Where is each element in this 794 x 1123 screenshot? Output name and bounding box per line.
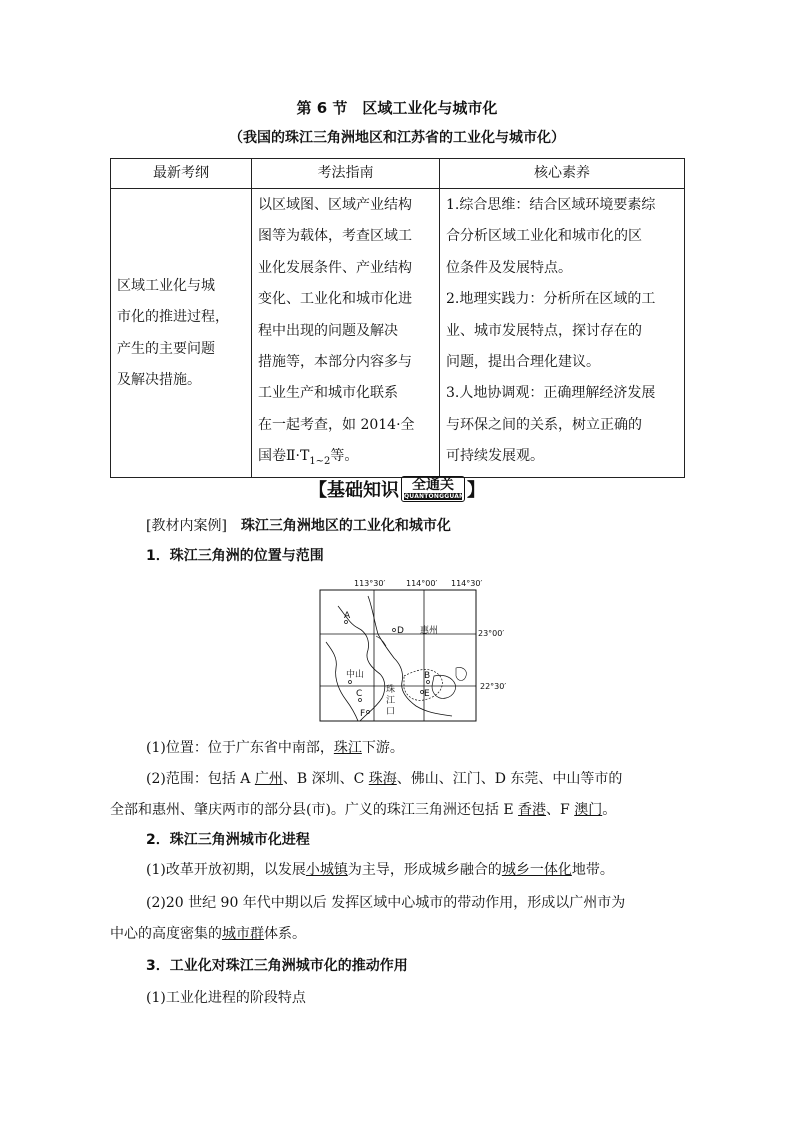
table-header-cell: 最新考纲 [111, 159, 252, 189]
para-text: 为主导，形成城乡融合的 [347, 862, 502, 878]
banner-bracket-left: 【 [309, 480, 327, 501]
para-answer: 珠江 [333, 740, 362, 756]
para-text: (1)改革开放初期，以发展 [146, 862, 306, 878]
table-row [111, 189, 685, 478]
heading-1: 1．珠江三角洲的位置与范围 [146, 548, 324, 564]
heading-3: 3．工业化对珠江三角洲城市化的推动作用 [146, 958, 408, 974]
para-answer: 城乡一体化 [501, 862, 572, 878]
paragraph-stage: (1)工业化进程的阶段特点 [146, 990, 306, 1006]
table-cell-method [252, 189, 440, 478]
lon-label: 113°30′ [354, 579, 386, 588]
para-text: (1)位置：位于广东省中南部， [146, 740, 334, 756]
cell-text-end: 等。 [330, 448, 359, 465]
table-header-cell: 核心素养 [440, 159, 685, 189]
para-answer: 香港 [518, 802, 547, 818]
cell-subscript: 1~2 [309, 456, 331, 468]
lon-label: 114°00′ [406, 579, 438, 588]
paragraph-90s: (2)20 世纪 90 年代中期以后 发挥区域中心城市的带动作用，形成以广州市为 [146, 895, 626, 911]
lat-label: 23°00′ [478, 629, 505, 638]
section-title: 第 6 节 区域工业化与城市化 [296, 99, 498, 117]
paragraph-scope-cont [110, 800, 616, 820]
para-text: 。 [602, 802, 617, 818]
paragraph-early-reform [146, 860, 614, 880]
para-answer: 珠海 [368, 771, 397, 787]
case-title: 珠江三角洲地区的工业化和城市化 [240, 518, 451, 534]
paragraph-90s-cont [110, 924, 306, 944]
table-header-cell: 考法指南 [252, 159, 440, 189]
place-label: 中山 [346, 670, 365, 680]
para-text: (2)范围：包括 A [146, 771, 255, 787]
para-text: 中心的高度密集的 [110, 926, 222, 942]
case-label: [教材内案例] [146, 518, 227, 534]
banner-text: 基础知识 [327, 480, 399, 501]
place-label: B [424, 671, 431, 681]
para-text: 、F [546, 802, 575, 818]
cell-text: 1.综合思维：结合区域环境要素综 合分析区域工业化和城市化的区 位条件及发展特点。 2.地理实践力：分析所在区域的工 业、城市发展特点，探讨存在的 问题，提出合理化建议。 3.人地协调观：正确理解经济发展 与环保之间的关系，树立正确的 可持续发展观。 [446, 197, 656, 465]
place-label: E [424, 689, 430, 699]
place-label: 惠州 [420, 626, 439, 636]
badge-sub: QUANTONGGUAN [404, 493, 465, 500]
banner-bracket-right: 】 [467, 480, 485, 501]
para-text: 、佛山、江门、D 东莞、中山等市的 [396, 771, 623, 787]
cell-text: 区域工业化与城 市化的推进过程， 产生的主要问题 及解决措施。 [117, 277, 229, 389]
para-text: 地带。 [571, 862, 614, 878]
para-text: 全部和惠州、肇庆两市的部分县(市)。广义的珠江三角洲还包括 E [110, 802, 519, 818]
para-answer: 澳门 [574, 802, 603, 818]
pearl-river-delta-map [316, 576, 516, 726]
section-subtitle: （我国的珠江三角洲地区和江苏省的工业化与城市化） [229, 130, 565, 146]
cell-text: 以区域图、区域产业结构 图等为载体，考查区域工 业化发展条件、产业结构 变化、工业化和城市化进 程中出现的问题及解决 措施等，本部分内容多与 工业生产和城市化联系 在一起考查，如 2014·全 国卷Ⅱ·T [258, 197, 415, 465]
para-text: 体系。 [264, 926, 306, 942]
para-answer: 小城镇 [305, 862, 348, 878]
place-label: A [344, 611, 351, 621]
place-label: F [360, 709, 366, 719]
paragraph-location [146, 738, 404, 758]
place-label: C [356, 689, 363, 699]
table-cell-syllabus [111, 189, 252, 478]
table-header-row [111, 159, 685, 189]
case-heading [146, 516, 451, 536]
lat-label: 22°30′ [480, 682, 507, 691]
place-label: 珠 [386, 685, 396, 695]
para-answer: 广州 [254, 771, 283, 787]
place-label: D [397, 626, 404, 636]
para-answer: 城市群 [222, 926, 264, 942]
banner-badge [401, 476, 465, 502]
syllabus-table [110, 158, 685, 478]
heading-2: 2．珠江三角洲城市化进程 [146, 832, 310, 848]
lon-label: 114°30′ [451, 579, 483, 588]
place-label: 江 [386, 696, 396, 706]
para-text: 下游。 [361, 740, 404, 756]
place-label: 口 [386, 707, 396, 717]
table-cell-literacy [440, 189, 685, 478]
paragraph-scope [146, 769, 622, 789]
knowledge-banner [0, 476, 794, 504]
para-text: 、B 深圳、C [282, 771, 369, 787]
badge-main: 全通关 [412, 477, 454, 493]
